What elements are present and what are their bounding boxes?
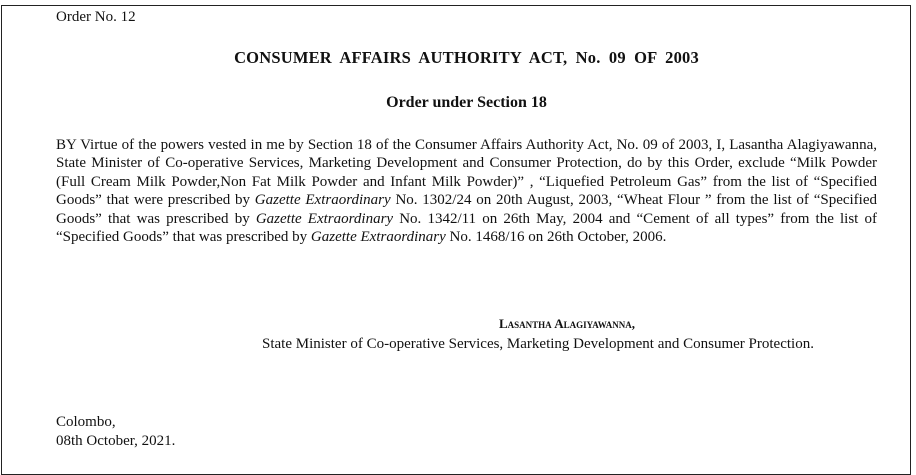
gazette-reference-2: Gazette Extraordinary [255,210,394,227]
body-text-part-4: No. 1468/16 on 26th October, 2006. [445,229,667,246]
body-text-part-1: BY Virtue of the powers vested in me by Section 18 of the Consumer Affairs Authority Act, No. 09 of 2003, I, Lasantha Alagiyawanna, State Minister of Co-operative Services, Marketing Development and Consumer Protection, do by this Order, exclude “Milk Powder (Full Cream Milk Powder,Non Fat Milk Powder and Infant Milk Powder)” , “Liquefied Petroleum Gas” from the list of “Specified Goods” that were prescribed by [56,137,877,209]
order-number: Order No. 12 [56,9,136,25]
gazette-reference-1: Gazette Extraordinary [254,192,391,209]
signer-title: State Minister of Co-operative Services, Marketing Development and Consumer Protection. [262,336,814,352]
gazette-reference-3: Gazette Extraordinary [310,229,446,246]
signing-date: 08th October, 2021. [56,433,176,449]
signing-place: Colombo, [56,414,116,430]
body-text-part-3: No. 1342/11 on 26th May, 2004 and “Cement of all types” from the list of “Specified Goods” that was prescribed by [56,210,877,246]
signer-name: Lasantha Alagiyawanna, [499,316,636,331]
order-subtitle: Order under Section 18 [386,94,547,111]
body-text-part-2: No. 1302/24 on 20th August, 2003, “Wheat Flour ” from the list of “Specified Goods” that was prescribed by [56,192,877,227]
order-body [56,136,877,246]
act-title: CONSUMER AFFAIRS AUTHORITY ACT, No. 09 OF 2003 [234,48,699,67]
